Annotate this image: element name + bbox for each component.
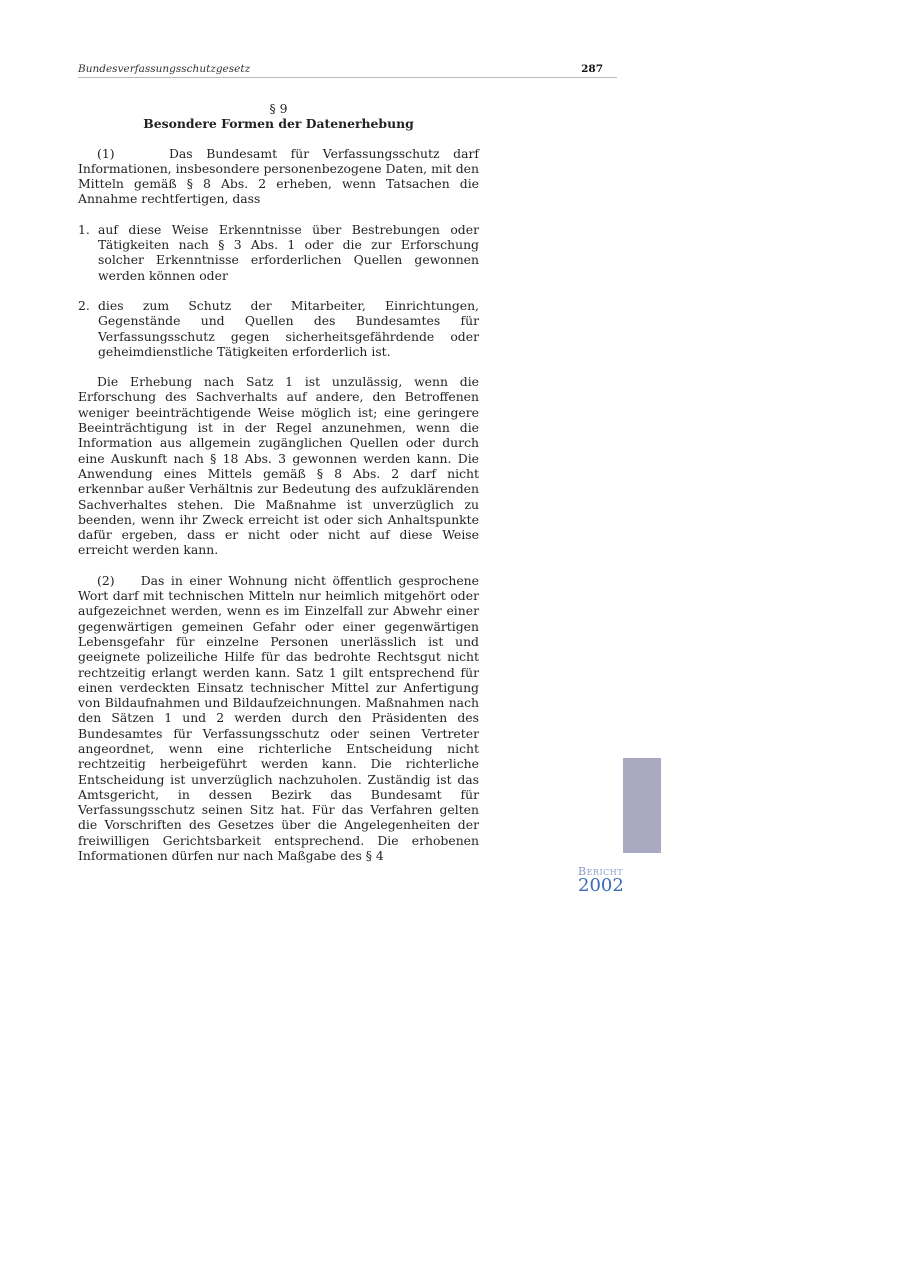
paragraph-1-continuation: Die Erhebung nach Satz 1 ist unzulässig, wenn die Erforschung des Sachverhalts auf andere, den Betroffenen weniger beeinträchtigende Weise möglich ist; eine geringere Beeinträchtigung ist in der Regel anzunehmen, wenn die Information aus allgemein zugänglichen Quellen oder durch eine Auskunft nach § 18 Abs. 3 gewonnen werden kann. Die Anwendung eines Mittels gemäß § 8 Abs. 2 darf nicht erkennbar außer Verhältnis zur Bedeutung des aufzuklärenden Sachverhaltes stehen. Die Maßnahme ist unverzüglich zu beenden, wenn ihr Zweck erreicht ist oder sich Anhaltspunkte dafür ergeben, dass er nicht oder nicht auf diese Weise erreicht werden kann. — [78, 374, 479, 558]
list-item — [78, 222, 479, 283]
list-item-text: auf diese Weise Erkenntnisse über Bestrebungen oder Tätigkeiten nach § 3 Abs. 1 oder die zur Erforschung solcher Erkenntnisse erforderlichen Quellen gewonnen werden können oder — [98, 221, 479, 283]
paragraph-1-text: Das Bundesamt für Verfassungsschutz darf Informationen, insbesondere personenbezogene Daten, mit den Mitteln gemäß § 8 Abs. 2 erheben, wenn Tatsachen die Annahme rechtfertigen, dass — [78, 145, 479, 207]
paragraph-2-text: Das in einer Wohnung nicht öffentlich gesprochene Wort darf mit technischen Mitteln nur heimlich mitgehört oder aufgezeichnet werden, wenn es im Einzelfall zur Abwehr einer gegenwärtigen gemeinen Gefahr oder einer gegenwärtigen Lebensgefahr für einzelne Personen unerlässlich ist und geeignete polizeiliche Hilfe für das bedrohte Rechtsgut nicht rechtzeitig erlangt werden kann. Satz 1 gilt entsprechend für einen verdeckten Einsatz technischer Mittel zur Anfertigung von Bildaufnahmen und Bildaufzeichnungen. Maßnahmen nach den Sätzen 1 und 2 werden durch den Präsidenten des Bundesamtes für Verfassungsschutz oder seinen Vertreter angeordnet, wenn eine richterliche Entscheidung nicht rechtzeitig herbeigeführt werden kann. Die richterliche Entscheidung ist unverzüglich nachzuholen. Zuständig ist das Amtsgericht, in dessen Bezirk das Bundesamt für Verfassungsschutz seinen Sitz hat. Für das Verfahren gelten die Vorschriften des Gesetzes über die Angelegenheiten der freiwilligen Gerichtsbarkeit entsprechend. Die erhobenen Informationen dürfen nur nach Maßgabe des § 4 — [78, 572, 479, 864]
logo-word: Bericht — [578, 865, 624, 878]
section-body — [78, 101, 479, 878]
list-marker: 1. — [78, 221, 90, 237]
paragraph-1-label: (1) — [97, 145, 115, 161]
section-title: Besondere Formen der Datenerhebung — [143, 116, 414, 132]
paragraph-2 — [78, 573, 479, 864]
list-marker: 2. — [78, 297, 90, 313]
list-item-text: dies zum Schutz der Mitarbeiter, Einrichtungen, Gegenstände und Quellen des Bundesamtes für Verfassungsschutz gegen sicherheitsgefährdende oder geheimdienstliche Tätigkeiten erforderlich ist. — [98, 297, 479, 359]
paragraph-2-label: (2) — [97, 572, 115, 588]
sidebar-color-block — [623, 758, 661, 853]
page-number: 287 — [581, 63, 603, 75]
running-header — [78, 63, 617, 78]
report-logo — [578, 866, 638, 894]
condition-list — [78, 222, 479, 359]
list-item — [78, 298, 479, 359]
logo-year: 2002 — [578, 875, 624, 896]
paragraph-1 — [78, 146, 479, 207]
section-number: § 9 — [269, 101, 288, 116]
running-title: Bundesverfassungsschutzgesetz — [78, 63, 251, 75]
